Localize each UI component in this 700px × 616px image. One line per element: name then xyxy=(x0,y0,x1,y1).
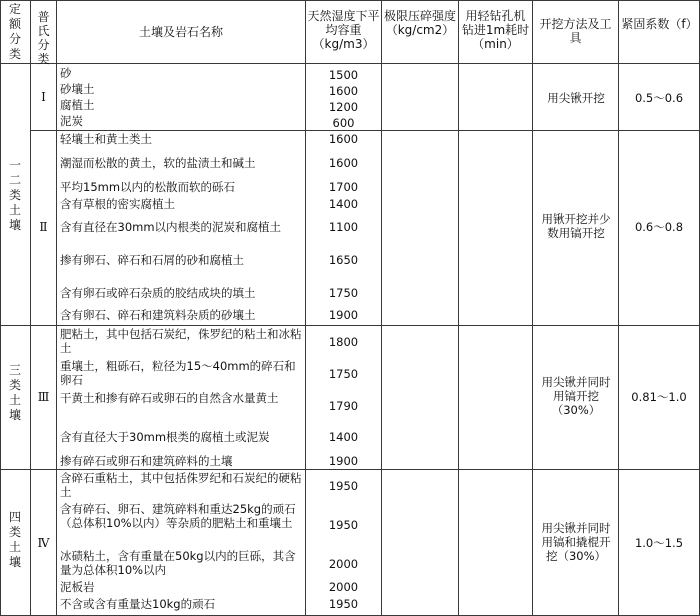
row-density: 1900 xyxy=(328,308,359,322)
row-name: 含有碎石、卵石、建筑碎料和重达25kg的顽石（总体积10%以内）等杂质的肥粘土和重壤土 xyxy=(60,502,296,530)
class-roman-1: Ⅰ xyxy=(41,90,46,104)
row-density: 1750 xyxy=(328,286,359,300)
group-label-3: 三类土壤 xyxy=(8,363,21,422)
header-common-class: 普氏分类 xyxy=(37,10,50,66)
row-density: 600 xyxy=(332,116,355,130)
row-name: 轻壤土和黄土类土 xyxy=(60,132,152,146)
row-name: 腐植土 xyxy=(60,98,95,112)
coef-class-2: 0.6～0.8 xyxy=(634,220,684,234)
class-roman-2: Ⅱ xyxy=(39,220,48,234)
row-density: 1100 xyxy=(328,220,359,234)
header-drill-time: 用轻钻孔机钻进1m耗时（min） xyxy=(461,9,530,51)
class-roman-4: Ⅳ xyxy=(37,536,50,550)
row-density: 1790 xyxy=(328,399,359,413)
header-compressive: 极限压碎强度（kg/cm2） xyxy=(383,9,456,37)
coef-class-1: 0.5～0.6 xyxy=(634,91,684,105)
header-coefficient: 紧固系数（f） xyxy=(621,17,698,31)
row-name: 砂 xyxy=(60,66,72,80)
coef-class-3: 0.81～1.0 xyxy=(631,390,687,404)
row-name: 含有卵石、碎石和建筑料杂质的砂壤土 xyxy=(60,308,256,322)
row-density: 1400 xyxy=(328,430,359,444)
row-density: 2000 xyxy=(328,580,359,594)
row-density: 1200 xyxy=(328,100,359,114)
row-name: 泥板岩 xyxy=(60,580,95,594)
row-density: 1900 xyxy=(328,454,359,468)
group-label-1-2: 一二类土壤 xyxy=(8,158,21,232)
row-density: 1700 xyxy=(328,180,359,194)
row-density: 1750 xyxy=(328,367,359,381)
header-name: 土壤及岩石名称 xyxy=(138,25,223,39)
method-class-4: 用尖锹并同时用镐和撬棍开挖（30%） xyxy=(541,521,611,563)
row-name: 肥粘土，其中包括石炭纪，侏罗纪的粘土和冰粘土 xyxy=(60,327,302,355)
row-density: 1400 xyxy=(328,197,359,211)
row-name: 掺有碎石或卵石和建筑碎料的土壤 xyxy=(60,454,233,468)
row-density: 1650 xyxy=(328,253,359,267)
coef-class-4: 1.0～1.5 xyxy=(634,536,684,550)
row-name: 重壤土，粗砾石，粒径为15～40mm的碎石和卵石 xyxy=(60,359,296,387)
row-name: 掺有卵石、碎石和石屑的砂和腐植土 xyxy=(60,253,244,267)
row-name: 冰碛粘土，含有重量在50kg以内的巨砾，其含量为总体积10%以内 xyxy=(60,549,296,577)
row-name: 潮湿而松散的黄土，软的盐渍土和碱土 xyxy=(60,156,256,170)
row-density: 1600 xyxy=(328,132,359,146)
row-name: 砂壤土 xyxy=(60,82,95,96)
row-density: 1600 xyxy=(328,156,359,170)
row-name: 泥炭 xyxy=(60,114,83,128)
row-density: 1600 xyxy=(328,84,359,98)
row-density: 1950 xyxy=(328,597,359,611)
header-density: 天然湿度下平均容重（kg/m3） xyxy=(307,9,380,51)
row-density: 1950 xyxy=(328,479,359,493)
class-roman-3: Ⅲ xyxy=(37,390,50,404)
row-name: 含有直径大于30mm根类的腐植土或泥炭 xyxy=(60,430,270,444)
row-density: 1950 xyxy=(328,518,359,532)
row-name: 不含或含有重量达10kg的顽石 xyxy=(60,597,216,611)
header-method: 开挖方法及工具 xyxy=(539,17,612,45)
row-name: 含碎石重粘土，其中包括侏罗纪和石炭纪的硬粘土 xyxy=(60,471,302,499)
group-label-4: 四类土壤 xyxy=(8,510,21,569)
row-density: 1800 xyxy=(328,335,359,349)
row-name: 平均15mm以内的松散而软的砾石 xyxy=(60,180,236,194)
row-name: 干黄土和掺有碎石或卵石的自然含水量黄土 xyxy=(60,391,279,405)
row-name: 含有卵石或碎石杂质的胶结成块的填土 xyxy=(60,286,256,300)
method-class-3: 用尖锹并同时用镐开挖（30%） xyxy=(541,375,611,417)
method-class-1: 用尖锹开挖 xyxy=(547,91,605,105)
row-name: 含有直径在30mm以内根类的泥炭和腐植土 xyxy=(60,220,282,234)
row-name: 含有草根的密实腐植土 xyxy=(60,197,175,211)
row-density: 1500 xyxy=(328,68,359,82)
row-density: 2000 xyxy=(328,557,359,571)
method-class-2: 用锹开挖并少数用镐开挖 xyxy=(541,212,611,240)
header-quota-class: 定额分类 xyxy=(8,2,21,61)
